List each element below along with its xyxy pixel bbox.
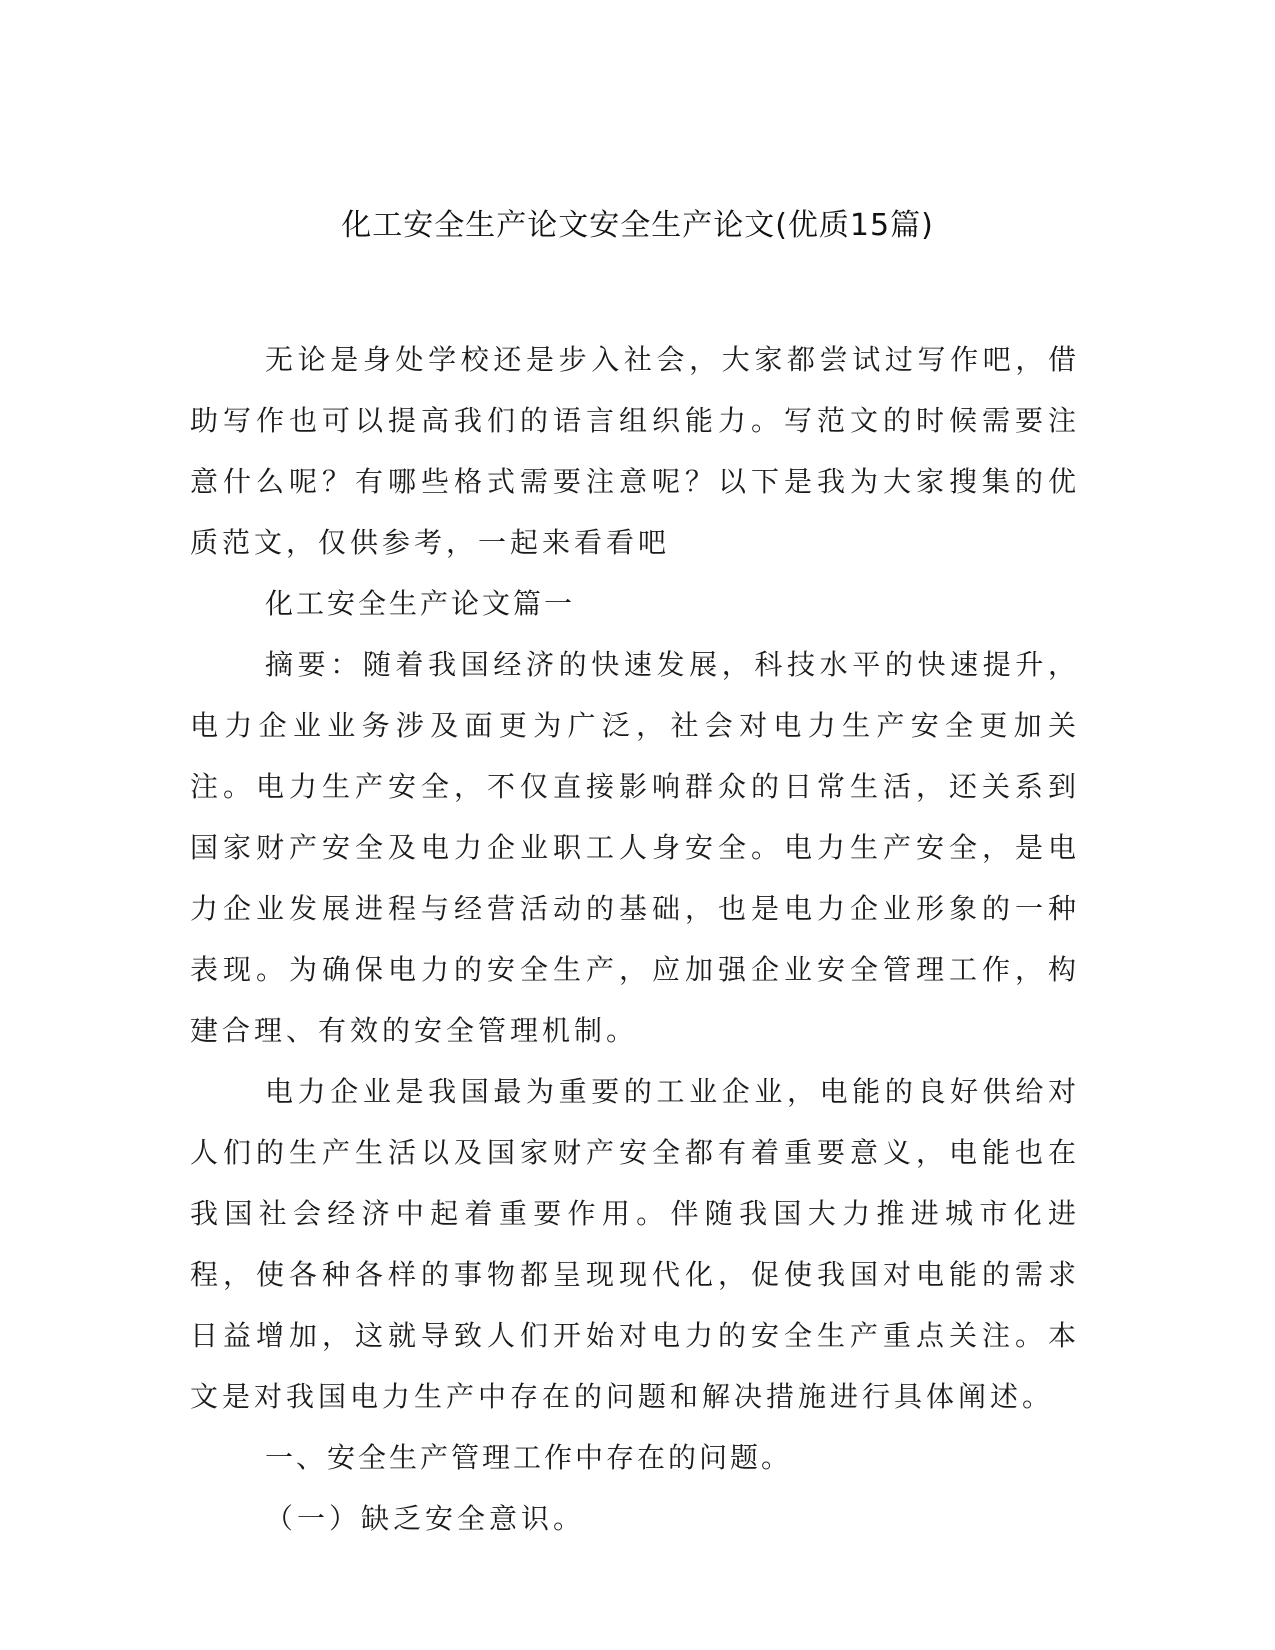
subsection-heading-safety-awareness: （一）缺乏安全意识。 [265, 1502, 586, 1535]
document-body [190, 329, 1080, 1549]
section-heading-problems: 一、安全生产管理工作中存在的问题。 [265, 1441, 793, 1474]
document-title: 化工安全生产论文安全生产论文(优质15篇) [341, 208, 934, 243]
intro-paragraph: 无论是身处学校还是步入社会，大家都尝试过写作吧，借助写作也可以提高我们的语言组织能力。写范文的时候需要注意什么呢？有哪些格式需要注意呢？以下是我为大家搜集的优质范文，仅供参考，一起来看看吧 [190, 343, 1080, 559]
body-paragraph: 电力企业是我国最为重要的工业企业，电能的良好供给对人们的生产生活以及国家财产安全都有着重要意义，电能也在我国社会经济中起着重要作用。伴随我国大力推进城市化进程，使各种各样的事物都呈现现代化，促使我国对电能的需求日益增加，这就导致人们开始对电力的安全生产重点关注。本文是对我国电力生产中存在的问题和解决措施进行具体阐述。 [190, 1075, 1080, 1413]
abstract-paragraph: 摘要：随着我国经济的快速发展，科技水平的快速提升，电力企业业务涉及面更为广泛，社会对电力生产安全更加关注。电力生产安全，不仅直接影响群众的日常生活，还关系到国家财产安全及电力企业职工人身安全。电力生产安全，是电力企业发展进程与经营活动的基础，也是电力企业形象的一种表现。为确保电力的安全生产，应加强企业安全管理工作，构建合理、有效的安全管理机制。 [190, 648, 1080, 1047]
section-heading-essay-1: 化工安全生产论文篇一 [265, 587, 576, 620]
